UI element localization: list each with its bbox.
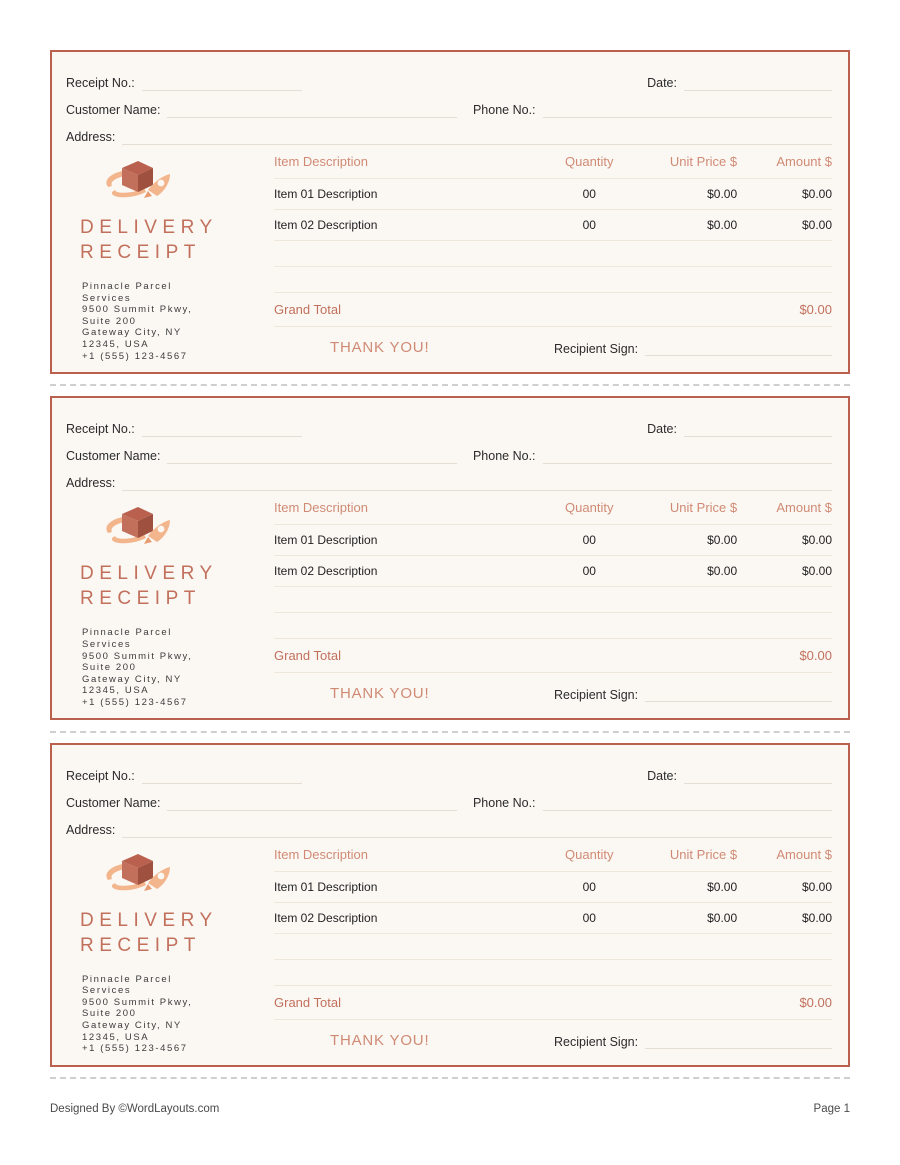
customer-name-input[interactable] xyxy=(167,797,456,811)
cell-amount xyxy=(737,587,832,613)
company-line: Gateway City, NY xyxy=(82,673,182,685)
cell-amount xyxy=(737,959,832,985)
company-line: 12345, USA xyxy=(82,685,150,697)
cell-unit-price xyxy=(637,613,737,639)
page-footer xyxy=(50,1089,850,1115)
brand-title-line2: RECEIPT xyxy=(80,588,201,610)
address-row xyxy=(66,118,832,145)
company-line: Pinnacle Parcel xyxy=(82,627,173,639)
grand-total-row xyxy=(274,639,832,673)
receipt-header-fields-2 xyxy=(66,410,832,491)
cell-quantity xyxy=(542,241,637,267)
cell-amount: $0.00 xyxy=(737,210,832,241)
customer-phone-row xyxy=(66,784,832,811)
company-line: Services xyxy=(82,292,132,304)
recipient-sign-group xyxy=(554,1035,832,1049)
phone-input[interactable] xyxy=(543,797,832,811)
address-input[interactable] xyxy=(122,131,832,145)
brand-title xyxy=(66,215,266,265)
cell-amount xyxy=(737,241,832,267)
logo-container xyxy=(66,499,266,551)
address-row xyxy=(66,464,832,491)
cell-quantity: 00 xyxy=(542,556,637,587)
grand-total-value: $0.00 xyxy=(737,639,832,673)
brand-column xyxy=(66,842,266,1055)
th-description: Item Description xyxy=(274,497,542,525)
recipient-sign-label: Recipient Sign: xyxy=(554,1034,639,1049)
page-number: Page 1 xyxy=(813,1103,850,1115)
cell-unit-price: $0.00 xyxy=(637,902,737,933)
company-line: Gateway City, NY xyxy=(82,327,182,339)
receipt-footer-2 xyxy=(274,685,832,702)
designer-credit: Designed By ©WordLayouts.com xyxy=(50,1103,220,1115)
receipt-card-3 xyxy=(50,743,850,1067)
company-line: 9500 Summit Pkwy, xyxy=(82,650,193,662)
th-quantity: Quantity xyxy=(542,497,637,525)
cell-amount: $0.00 xyxy=(737,871,832,902)
customer-name-input[interactable] xyxy=(167,104,456,118)
recipient-sign-label: Recipient Sign: xyxy=(554,342,639,356)
th-unit-price: Unit Price $ xyxy=(637,497,737,525)
items-table xyxy=(274,497,832,673)
receipt-card-1 xyxy=(50,50,850,374)
cell-amount: $0.00 xyxy=(737,902,832,933)
table-row[interactable] xyxy=(274,210,832,241)
receipt-card-2 xyxy=(50,396,850,720)
cell-quantity xyxy=(542,959,637,985)
table-row-empty[interactable] xyxy=(274,241,832,267)
company-line: Pinnacle Parcel xyxy=(82,281,173,292)
recipient-sign-group xyxy=(554,342,832,356)
cut-separator-1 xyxy=(50,374,850,396)
th-unit-price: Unit Price $ xyxy=(637,844,737,872)
th-amount: Amount $ xyxy=(737,844,832,872)
cell-description: Item 01 Description xyxy=(274,525,542,556)
cell-quantity: 00 xyxy=(542,210,637,241)
address-label: Address: xyxy=(66,130,116,144)
receipt-no-label: Receipt No.: xyxy=(66,76,135,90)
date-input[interactable] xyxy=(684,423,832,437)
phone-input[interactable] xyxy=(543,450,832,464)
brand-title xyxy=(66,561,266,611)
th-description: Item Description xyxy=(274,844,542,872)
address-input[interactable] xyxy=(122,824,832,838)
company-line: +1 (555) 123-4567 xyxy=(82,1043,188,1055)
cell-quantity: 00 xyxy=(542,525,637,556)
th-amount: Amount $ xyxy=(737,497,832,525)
cell-quantity xyxy=(542,587,637,613)
phone-label: Phone No.: xyxy=(472,103,536,117)
company-line: Pinnacle Parcel xyxy=(82,973,173,985)
company-line: 9500 Summit Pkwy, xyxy=(82,996,193,1008)
grand-total-row xyxy=(274,293,832,327)
thank-you-message: THANK YOU! xyxy=(330,685,430,703)
items-column xyxy=(266,149,832,362)
cell-unit-price xyxy=(637,959,737,985)
cell-description xyxy=(274,267,542,293)
cell-amount: $0.00 xyxy=(737,179,832,210)
th-quantity: Quantity xyxy=(542,844,637,872)
grand-total-row xyxy=(274,985,832,1019)
thank-you-message: THANK YOU! xyxy=(330,339,430,356)
cell-description xyxy=(274,933,542,959)
cell-unit-price: $0.00 xyxy=(637,525,737,556)
cell-description: Item 02 Description xyxy=(274,210,542,241)
brand-title xyxy=(66,908,266,958)
company-line: +1 (555) 123-4567 xyxy=(82,696,188,708)
cell-quantity xyxy=(542,613,637,639)
table-header-row xyxy=(274,844,832,872)
brand-column xyxy=(66,149,266,362)
table-header-row xyxy=(274,497,832,525)
cut-separator-2 xyxy=(50,720,850,742)
recipient-sign-group xyxy=(554,688,832,702)
receipt-no-input[interactable] xyxy=(142,423,302,437)
grand-total-value: $0.00 xyxy=(737,293,832,327)
receipt-body-2 xyxy=(66,495,832,708)
company-line: Gateway City, NY xyxy=(82,1020,182,1032)
recipient-sign-label: Recipient Sign: xyxy=(554,688,639,703)
receipt-no-input[interactable] xyxy=(142,770,302,784)
address-label: Address: xyxy=(66,822,116,837)
customer-name-label: Customer Name: xyxy=(66,103,161,117)
cell-description xyxy=(274,241,542,267)
th-unit-price: Unit Price $ xyxy=(637,151,737,179)
cell-description xyxy=(274,613,542,639)
company-line: Suite 200 xyxy=(82,662,137,674)
cell-unit-price: $0.00 xyxy=(637,556,737,587)
brand-column xyxy=(66,495,266,708)
grand-total-label: Grand Total xyxy=(274,293,542,327)
table-row[interactable] xyxy=(274,179,832,210)
package-rocket-icon xyxy=(100,500,178,550)
table-row[interactable] xyxy=(274,525,832,556)
company-address-block xyxy=(66,974,266,1055)
thank-you-message: THANK YOU! xyxy=(330,1031,430,1049)
date-label: Date: xyxy=(647,76,677,90)
address-input[interactable] xyxy=(122,477,832,491)
company-line: Suite 200 xyxy=(82,315,137,327)
table-row-empty[interactable] xyxy=(274,959,832,985)
date-input[interactable] xyxy=(684,770,832,784)
brand-title-line2: RECEIPT xyxy=(80,934,201,956)
cell-unit-price xyxy=(637,241,737,267)
brand-title-line1: DELIVERY xyxy=(80,909,218,931)
cell-description: Item 02 Description xyxy=(274,556,542,587)
receipt-header-fields-3 xyxy=(66,757,832,838)
cell-amount xyxy=(737,933,832,959)
cell-description: Item 02 Description xyxy=(274,902,542,933)
items-table xyxy=(274,844,832,1020)
date-label: Date: xyxy=(647,422,677,437)
brand-title-line2: RECEIPT xyxy=(80,242,201,263)
cell-amount: $0.00 xyxy=(737,525,832,556)
th-quantity: Quantity xyxy=(542,151,637,179)
cell-unit-price xyxy=(637,933,737,959)
receipt-no-input[interactable] xyxy=(142,77,302,91)
receipt-body-3 xyxy=(66,842,832,1055)
cell-unit-price xyxy=(637,587,737,613)
th-description: Item Description xyxy=(274,151,542,179)
cell-amount xyxy=(737,613,832,639)
cell-amount xyxy=(737,267,832,293)
items-table xyxy=(274,151,832,327)
address-label: Address: xyxy=(66,476,116,491)
company-line: 12345, USA xyxy=(82,1031,150,1043)
cell-description: Item 01 Description xyxy=(274,179,542,210)
customer-name-label: Customer Name: xyxy=(66,795,161,810)
table-row[interactable] xyxy=(274,556,832,587)
package-rocket-icon xyxy=(100,847,178,897)
customer-phone-row xyxy=(66,437,832,464)
company-line: Services xyxy=(82,638,132,650)
th-amount: Amount $ xyxy=(737,151,832,179)
table-row-empty[interactable] xyxy=(274,587,832,613)
receipt-header-fields-1 xyxy=(66,64,832,145)
date-label: Date: xyxy=(647,768,677,783)
recipient-sign-input[interactable] xyxy=(645,688,832,702)
grand-total-value: $0.00 xyxy=(737,985,832,1019)
recipient-sign-input[interactable] xyxy=(645,342,832,356)
table-row-empty[interactable] xyxy=(274,613,832,639)
cell-quantity: 00 xyxy=(542,179,637,210)
cell-quantity: 00 xyxy=(542,902,637,933)
address-row xyxy=(66,811,832,838)
brand-title-line1: DELIVERY xyxy=(80,217,218,238)
customer-name-label: Customer Name: xyxy=(66,449,161,464)
company-line: 9500 Summit Pkwy, xyxy=(82,304,193,316)
grand-total-label: Grand Total xyxy=(274,639,542,673)
customer-phone-row xyxy=(66,91,832,118)
logo-container xyxy=(66,846,266,898)
company-line: +1 (555) 123-4567 xyxy=(82,350,188,362)
cut-separator-3 xyxy=(50,1067,850,1089)
grand-total-label: Grand Total xyxy=(274,985,542,1019)
company-line: Suite 200 xyxy=(82,1008,137,1020)
company-address-block xyxy=(66,281,266,362)
date-input[interactable] xyxy=(684,77,832,91)
brand-title-line1: DELIVERY xyxy=(80,563,218,585)
cell-unit-price: $0.00 xyxy=(637,210,737,241)
table-row[interactable] xyxy=(274,871,832,902)
cell-quantity xyxy=(542,933,637,959)
items-column xyxy=(266,842,832,1055)
cell-unit-price xyxy=(637,267,737,293)
table-row-empty[interactable] xyxy=(274,267,832,293)
cell-description: Item 01 Description xyxy=(274,871,542,902)
company-line: Services xyxy=(82,985,132,997)
receipt-no-date-row xyxy=(66,64,832,91)
receipt-no-date-row xyxy=(66,410,832,437)
receipt-footer-1 xyxy=(274,339,832,356)
phone-label: Phone No.: xyxy=(472,795,536,810)
package-rocket-icon xyxy=(100,154,178,204)
receipt-footer-3 xyxy=(274,1032,832,1049)
cell-quantity xyxy=(542,267,637,293)
logo-container xyxy=(66,153,266,205)
receipt-body-1 xyxy=(66,149,832,362)
receipt-no-label: Receipt No.: xyxy=(66,768,135,783)
cell-unit-price: $0.00 xyxy=(637,179,737,210)
cell-quantity: 00 xyxy=(542,871,637,902)
phone-input[interactable] xyxy=(543,104,832,118)
company-line: 12345, USA xyxy=(82,338,150,350)
cell-description xyxy=(274,587,542,613)
company-address-block xyxy=(66,627,266,708)
table-row[interactable] xyxy=(274,902,832,933)
receipt-no-date-row xyxy=(66,757,832,784)
receipt-no-label: Receipt No.: xyxy=(66,422,135,437)
cell-description xyxy=(274,959,542,985)
phone-label: Phone No.: xyxy=(472,449,536,464)
items-column xyxy=(266,495,832,708)
customer-name-input[interactable] xyxy=(167,450,456,464)
table-header-row xyxy=(274,151,832,179)
recipient-sign-input[interactable] xyxy=(645,1035,832,1049)
cell-unit-price: $0.00 xyxy=(637,871,737,902)
cell-amount: $0.00 xyxy=(737,556,832,587)
table-row-empty[interactable] xyxy=(274,933,832,959)
